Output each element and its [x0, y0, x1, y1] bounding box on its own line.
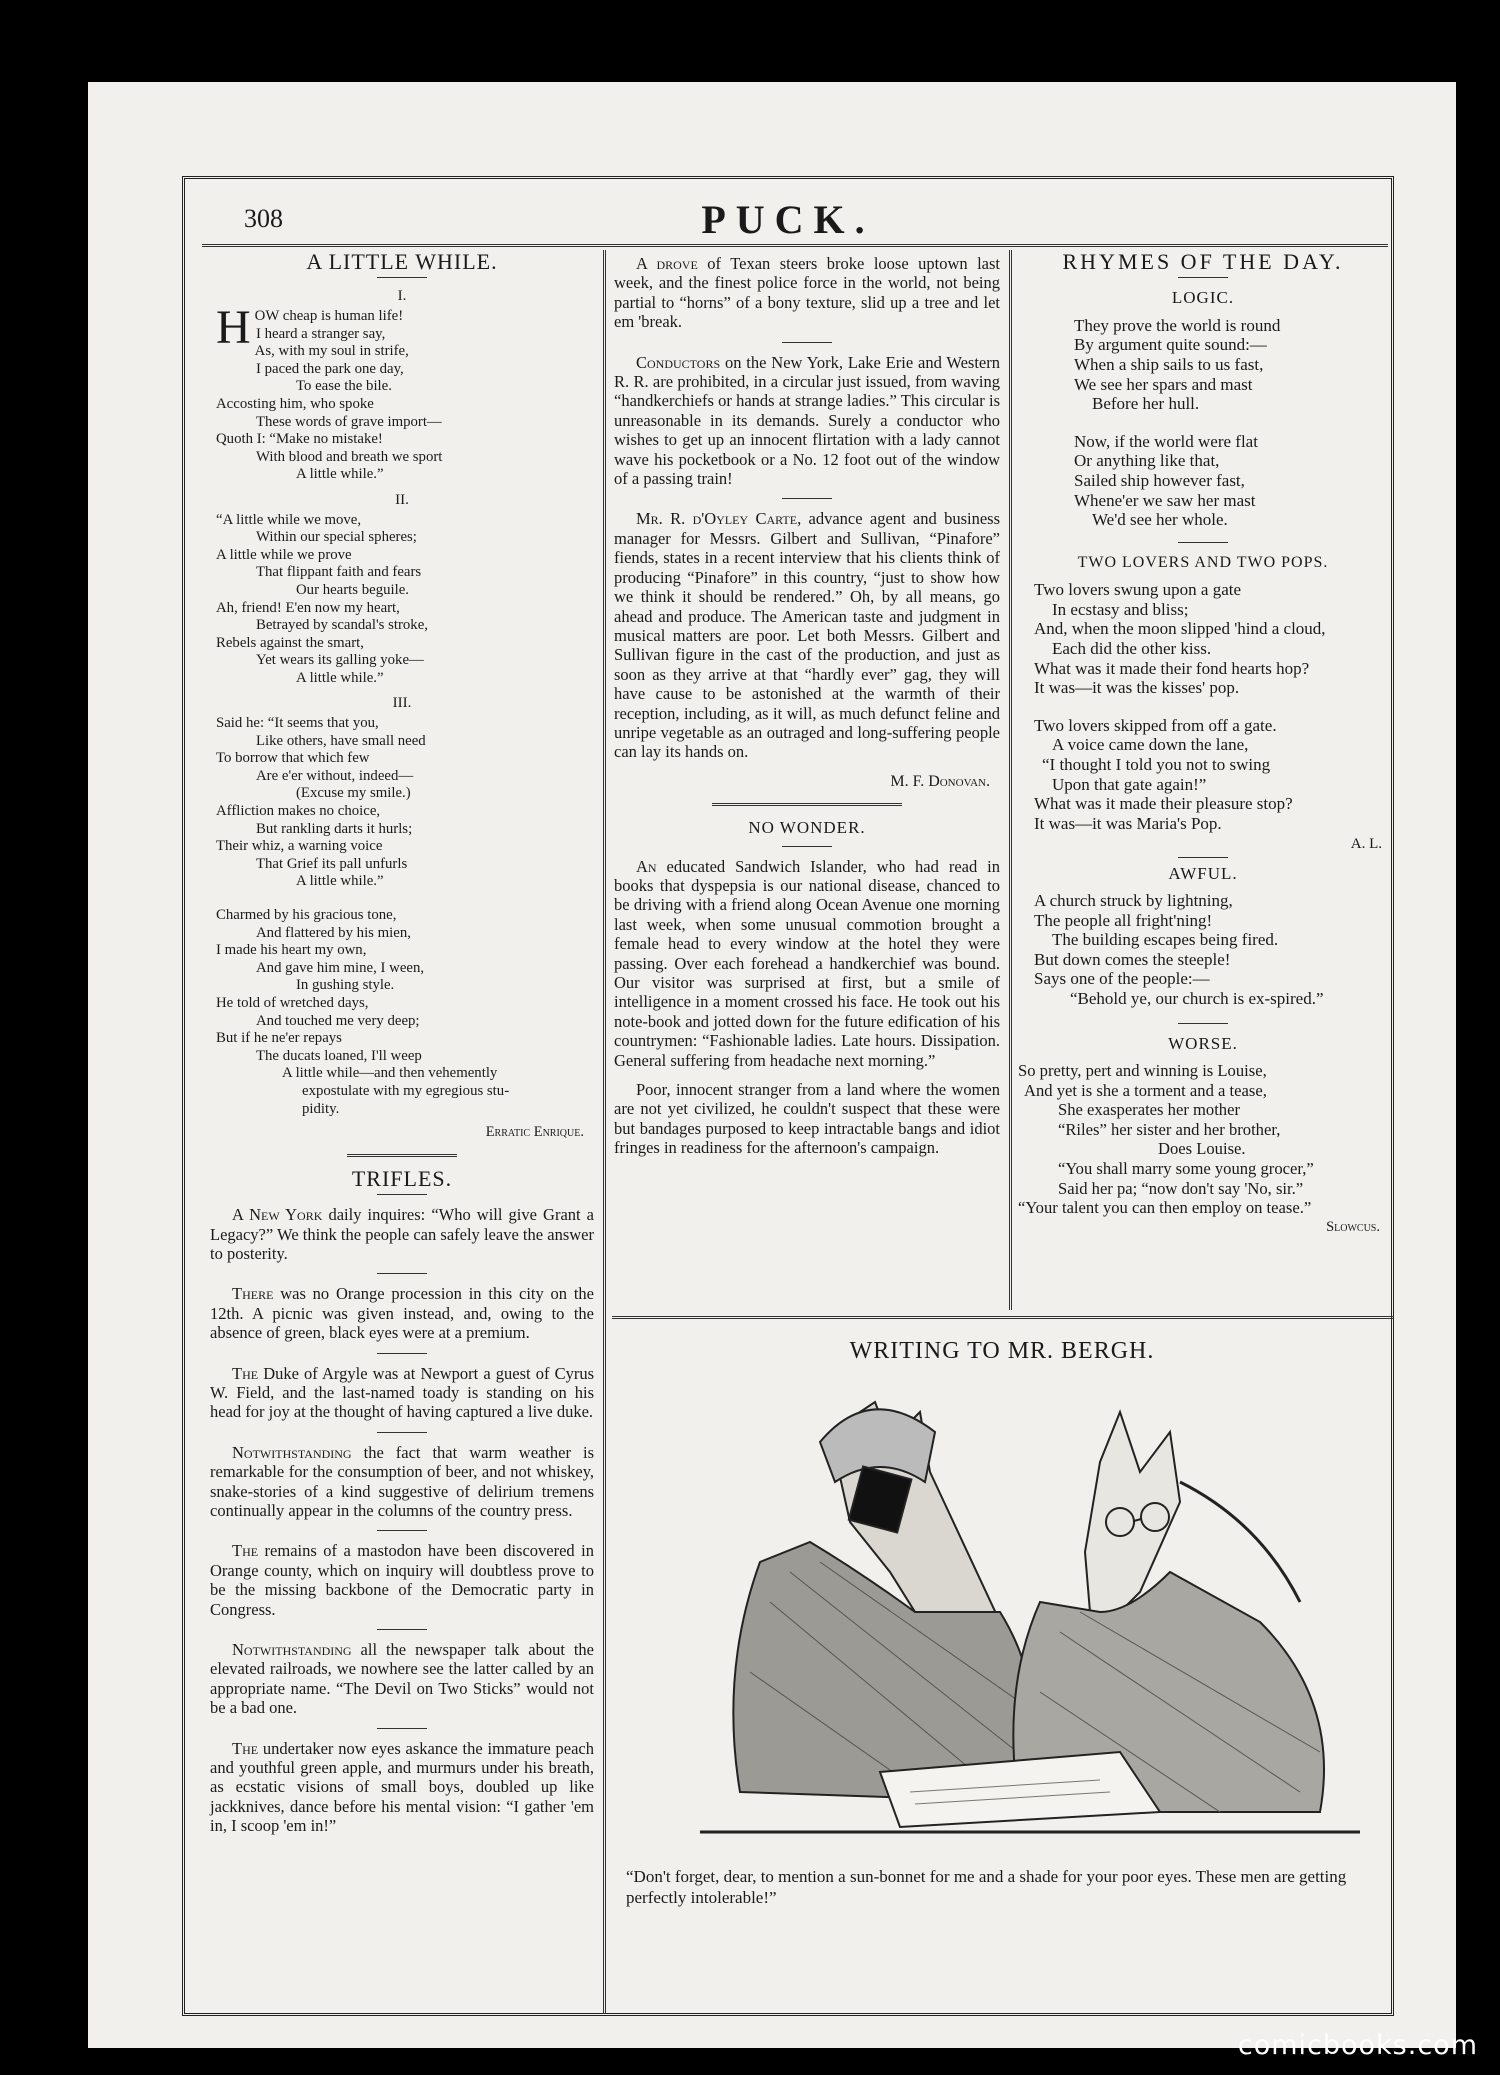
- news-paragraph: Poor, innocent stranger from a land where the women are not yet civilized, he couldn't suspect that these were but bandages purposed to keep intractable bangs and idiot fringes in readiness for the afternoon's campaign.: [614, 1080, 1000, 1158]
- poem-line: (Excuse my smile.): [296, 785, 411, 802]
- poem-line: With blood and breath we sport: [256, 448, 443, 465]
- poem-line: He told of wretched days,: [216, 994, 369, 1011]
- poem-line: And yet is she a torment and a tease,: [1024, 1080, 1267, 1100]
- poem-part-number: II.: [395, 491, 409, 508]
- poem-line: Does Louise.: [1158, 1139, 1246, 1159]
- poem-line: What was it made their pleasure stop?: [1034, 794, 1293, 814]
- poem-line: It was—it was Maria's Pop.: [1034, 813, 1222, 833]
- watermark-text: comicbooks.com: [1237, 2030, 1478, 2061]
- divider: [377, 277, 427, 278]
- poem-line: Charmed by his gracious tone,: [216, 907, 397, 923]
- poem-line: By argument quite sound:—: [1074, 335, 1267, 355]
- poem-part-number: III.: [392, 695, 412, 712]
- divider: [1178, 857, 1228, 858]
- divider: [782, 498, 832, 499]
- poem-line: Before her hull.: [1092, 394, 1200, 414]
- poem-line: A little while.”: [296, 873, 384, 890]
- poem-line: Rebels against the smart,: [216, 634, 364, 651]
- news-paragraph: Conductors on the New York, Lake Erie and Western R. R. are prohibited, in a circular just issued, from waving “handkerchiefs or hands at strange ladies.” This circular is unreasonable in its demands. Surely a conductor who wishes to get up an innocent flirtation with a lady cannot wave his pocketbook or a No. 12 foot out of the window of a passing train!: [614, 352, 1000, 489]
- poem-line: In gushing style.: [296, 977, 395, 994]
- poem-signature: Slowcus.: [1326, 1218, 1380, 1235]
- poem-line: That Grief its pall unfurls: [256, 855, 408, 872]
- article-signature: M. F. Donovan.: [890, 772, 990, 790]
- poem-logic: [1018, 316, 1388, 530]
- cartoon-caption: “Don't forget, dear, to mention a sun-bonnet for me and a shade for your poor eyes. These men are getting perfectly intolerable!”: [626, 1867, 1347, 1907]
- poem-line: “I thought I told you not to swing: [1042, 754, 1271, 774]
- poem-line: Affliction makes no choice,: [216, 803, 381, 820]
- divider: [347, 1154, 457, 1157]
- poem-line: So pretty, pert and winning is Louise,: [1018, 1061, 1267, 1081]
- poem-line: Like others, have small need: [256, 732, 426, 749]
- poem-line: In ecstasy and bliss;: [1052, 599, 1189, 619]
- masthead: PUCK.: [701, 197, 875, 242]
- poem-part-number: I.: [397, 288, 407, 305]
- poem-line: A little while.”: [296, 669, 384, 686]
- poem-title: A LITTLE WHILE.: [306, 249, 498, 274]
- divider: [1178, 277, 1228, 278]
- poem-line: We see her spars and mast: [1074, 374, 1253, 394]
- page-number: 308: [244, 204, 283, 233]
- divider: [1178, 1023, 1228, 1024]
- column-2: [614, 254, 1000, 1168]
- poem-title-awful: AWFUL.: [1168, 863, 1238, 883]
- poem-line: “Riles” her sister and her brother,: [1058, 1119, 1281, 1139]
- poem-awful: [1018, 891, 1388, 1009]
- poem-line: To borrow that which few: [216, 750, 370, 767]
- poem-line: These words of grave import—: [256, 413, 442, 430]
- trifle-item: The undertaker now eyes askance the immature peach and youthful green apple, and murmurs under his breath, as ecstatic visions of small boys, doubled up like jackknives, dance before his mental vision: “I gather 'em in, I scoop 'em in!”: [210, 1738, 594, 1836]
- poem-line: Upon that gate again!”: [1052, 774, 1207, 794]
- poem-line: Two lovers skipped from off a gate.: [1034, 715, 1277, 735]
- poem-line: Within our special spheres;: [256, 529, 417, 546]
- poem-line: Said he: “It seems that you,: [216, 715, 379, 732]
- poem-line: Are e'er without, indeed—: [256, 767, 414, 784]
- divider: [782, 342, 832, 343]
- column-rule-left: [603, 250, 606, 2014]
- divider: [712, 803, 902, 806]
- poem-line: And touched me very deep;: [256, 1012, 420, 1029]
- poem-line: And flattered by his mien,: [256, 924, 411, 941]
- poem-line: A little while.”: [296, 466, 384, 483]
- poem-line: OW cheap is human life!: [254, 308, 404, 324]
- poem-title-worse: WORSE.: [1168, 1033, 1238, 1053]
- news-paragraph: Mr. R. d'Oyley Carte, advance agent and business manager for Messrs. Gilbert and Sullivan, “Pinafore” fiends, states in a recent interview that his clients think of producing “Pinafore” in this country, “just to show how we think it should be rendered.” Oh, by all means, go ahead and produce. The American taste and judgment in musical matters are poor. Let both Messrs. Gilbert and Sullivan figure in the cast of the production, and just as soon as they arrive at that “hardly ever” gag, they will have cause to be astonished at the warmth of their reception, including, as it will, as much defunct feline and unripe vegetable as an outraged and long-suffering people can lay its hands on.: [614, 509, 1000, 762]
- divider: [377, 1728, 427, 1729]
- poem-line: “You shall marry some young grocer,”: [1058, 1159, 1314, 1179]
- poem-signature: A. L.: [1350, 836, 1382, 853]
- divider: [377, 1194, 427, 1195]
- divider: [377, 1273, 427, 1274]
- poem-line: We'd see her whole.: [1092, 510, 1228, 530]
- trifle-item: The Duke of Argyle was at Newport a guest of Cyrus W. Field, and the last-named toady is standing on his head for joy at the thought of having captured a live duke.: [210, 1363, 594, 1422]
- poem-line: Now, if the world were flat: [1074, 431, 1258, 451]
- divider: [782, 846, 832, 847]
- poem-line: “Behold ye, our church is ex-spired.”: [1070, 989, 1324, 1009]
- trifle-item: A New York daily inquires: “Who will give Grant a Legacy?” We think the people can safely leave the answer to posterity.: [210, 1205, 594, 1263]
- poem-line: I paced the park one day,: [256, 360, 404, 377]
- poem-line: And gave him mine, I ween,: [256, 959, 425, 976]
- cartoon-title: WRITING TO MR. BERGH.: [849, 1338, 1155, 1364]
- poem-line: But down comes the steeple!: [1034, 949, 1231, 969]
- poem-title-lovers: TWO LOVERS AND TWO POPS.: [1077, 553, 1329, 571]
- column-1: [210, 249, 594, 1846]
- poem-line: To ease the bile.: [296, 378, 392, 395]
- poem-line: Yet wears its galling yoke—: [256, 652, 424, 669]
- cartoon-top-rule: [612, 1316, 1394, 1319]
- poem-line: Betrayed by scandal's stroke,: [256, 617, 428, 634]
- poem-line: A church struck by lightning,: [1034, 891, 1233, 911]
- poem-line: I made his heart my own,: [216, 942, 367, 959]
- poem-line: expostulate with my egregious stu-: [302, 1082, 510, 1099]
- drop-cap: H: [216, 301, 251, 354]
- poem-line: “Your talent you can then employ on tease.”: [1018, 1198, 1312, 1218]
- poem-line: A little while—and then vehemently: [282, 1065, 498, 1082]
- cartoon-illustration-two-horses: [700, 1372, 1360, 1852]
- poem-line: That flippant faith and fears: [256, 564, 422, 581]
- trifle-item: The remains of a mastodon have been discovered in Orange county, which on inquiry will doubtless prove to be the missing backbone of the Democratic party in Congress.: [210, 1541, 594, 1619]
- poem-line: Whene'er we saw her mast: [1074, 490, 1256, 510]
- poem-line: Their whiz, a warning voice: [216, 838, 383, 855]
- trifle-item: There was no Orange procession in this city on the 12th. A picnic was given instead, and, owing to the absence of green, black eyes were at a premium.: [210, 1284, 594, 1343]
- page-header: [182, 196, 1394, 244]
- section-title-no-wonder: NO WONDER.: [748, 818, 866, 838]
- divider: [377, 1530, 427, 1531]
- poem-line: A little while we prove: [216, 546, 352, 563]
- divider: [377, 1353, 427, 1354]
- header-rule: [202, 244, 1388, 247]
- poem-worse: [1018, 1061, 1388, 1218]
- divider: [1178, 542, 1228, 543]
- section-title-rhymes: RHYMES OF THE DAY.: [1062, 249, 1344, 274]
- trifle-item: Notwithstanding all the newspaper talk about the elevated railroads, we nowhere see the latter called by an appropriate name. “The Devil on Two Sticks” would not be a bad one.: [210, 1640, 594, 1718]
- news-paragraph: An educated Sandwich Islander, who had read in books that dyspepsia is our national disease, chanced to be driving with a friend along Ocean Avenue one morning last week, when some unusual commotion brought a female head to every window at the hotel they were passing. Over each forehead a handkerchief was bound. Our visitor was surprised at first, but a smile of intelligence in a moment crossed his face. He took out his note-book and jotted down for the future edification of his countrymen: “Fashionable ladies. Late hours. Dissipation. General suffering from headache next morning.”: [614, 856, 1000, 1070]
- poem-line: Accosting him, who spoke: [216, 395, 374, 412]
- column-rule-right: [1009, 250, 1012, 1310]
- poem-line: “A little while we move,: [216, 511, 362, 528]
- poem-line: Each did the other kiss.: [1052, 638, 1212, 658]
- poem-line: But rankling darts it hurls;: [256, 820, 413, 837]
- poem-two-lovers: [1018, 580, 1388, 833]
- poem-line: But if he ne'er repays: [216, 1030, 342, 1047]
- poem-line: A voice came down the lane,: [1052, 735, 1249, 755]
- poem-line: Said her pa; “now don't say 'No, sir.”: [1058, 1178, 1304, 1198]
- section-title-trifles: TRIFLES.: [351, 1165, 453, 1191]
- poem-line: The people all fright'ning!: [1034, 910, 1213, 930]
- poem-line: They prove the world is round: [1074, 315, 1281, 335]
- poem-line: The building escapes being fired.: [1052, 930, 1279, 950]
- poem-line: Says one of the people:—: [1034, 969, 1210, 989]
- news-paragraph: A drove of Texan steers broke loose uptown last week, and the finest police force in the world, not being partial to “horns” of a bony texture, slid up a tree and let em 'break.: [614, 254, 1000, 332]
- divider: [377, 1432, 427, 1433]
- poem-line: What was it made their fond hearts hop?: [1034, 658, 1310, 678]
- poem-line: Two lovers swung upon a gate: [1034, 580, 1242, 600]
- column-3: [1018, 249, 1388, 1237]
- poem-a-little-while: [210, 288, 594, 1141]
- divider: [377, 1629, 427, 1630]
- poem-line: As, with my soul in strife,: [254, 343, 409, 360]
- poem-line: The ducats loaned, I'll weep: [256, 1047, 422, 1064]
- poem-line: And, when the moon slipped 'hind a cloud,: [1034, 619, 1326, 639]
- poem-line: Sailed ship however fast,: [1074, 470, 1245, 490]
- poem-line: It was—it was the kisses' pop.: [1034, 678, 1240, 698]
- poem-line: I heard a stranger say,: [256, 325, 386, 342]
- poem-line: Our hearts beguile.: [296, 581, 409, 598]
- poem-signature: Erratic Enrique.: [485, 1124, 584, 1141]
- poem-line: Quoth I: “Make no mistake!: [216, 431, 383, 448]
- poem-title-logic: LOGIC.: [1171, 288, 1235, 308]
- poem-line: pidity.: [302, 1100, 340, 1117]
- poem-line: She exasperates her mother: [1058, 1100, 1240, 1120]
- poem-line: Ah, friend! E'en now my heart,: [216, 599, 400, 616]
- trifle-item: Notwithstanding the fact that warm weather is remarkable for the consumption of beer, and not whiskey, snake-stories of a kind suggestive of delirium tremens continually appear in the columns of the country press.: [210, 1442, 594, 1520]
- poem-line: When a ship sails to us fast,: [1074, 355, 1264, 374]
- poem-line: Or anything like that,: [1074, 451, 1220, 471]
